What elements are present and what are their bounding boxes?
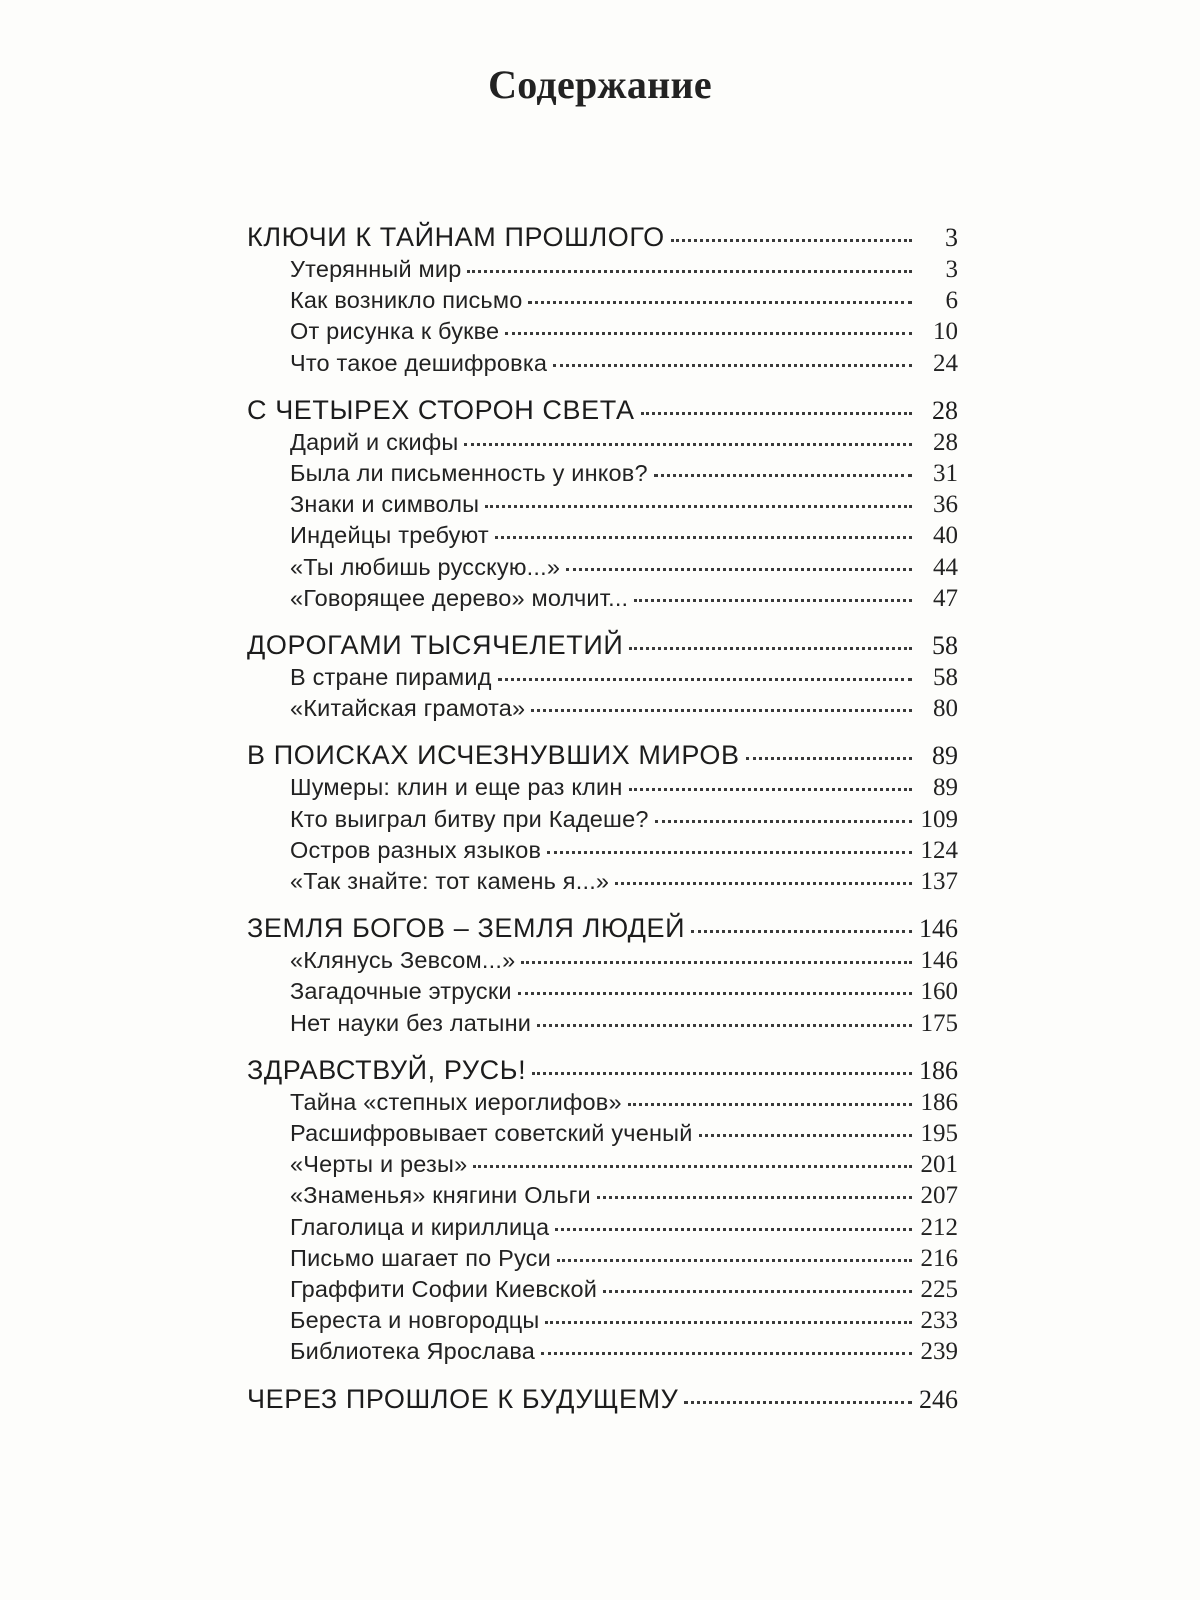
page-number: 195	[920, 1120, 958, 1148]
page-number: 40	[933, 522, 958, 550]
page-number: 233	[920, 1307, 958, 1335]
subsection-title: Береста и новгородцы	[290, 1307, 540, 1334]
subsection-title: «Черты и резы»	[290, 1151, 468, 1178]
subsection-title: Как возникло письмо	[290, 287, 523, 314]
subsection-entry	[247, 693, 958, 724]
page-number: 44	[933, 553, 958, 581]
dot-leader	[555, 1228, 912, 1231]
page-number: 89	[932, 741, 958, 771]
subsection-entry	[247, 1087, 958, 1118]
subsection-entry	[247, 945, 958, 976]
toc-section	[247, 739, 958, 897]
page-number: 124	[920, 836, 958, 864]
subsection-entry	[247, 489, 958, 520]
subsection-title: «Ты любишь русскую...»	[290, 553, 561, 580]
subsection-entry	[247, 1008, 958, 1039]
subsection-entry	[247, 1274, 958, 1305]
dot-leader	[671, 239, 912, 242]
chapter-title: В ПОИСКАХ ИСЧЕЗНУВШИХ МИРОВ	[247, 740, 740, 771]
subsection-title: «Клянусь Зевсом...»	[290, 947, 516, 974]
subsection-entry	[247, 772, 958, 803]
toc-section	[247, 1383, 958, 1416]
dot-leader	[629, 788, 913, 791]
page-number: 58	[933, 664, 958, 692]
subsection-entry	[247, 316, 958, 347]
page-number: 28	[932, 395, 958, 425]
chapter-title: ДОРОГАМИ ТЫСЯЧЕЛЕТИЙ	[247, 630, 624, 661]
subsection-entry	[247, 254, 958, 285]
toc-section	[247, 912, 958, 1039]
dot-leader	[532, 1072, 912, 1075]
page-number: 246	[919, 1384, 958, 1414]
toc-section	[247, 221, 958, 379]
chapter-title: С ЧЕТЫРЕХ СТОРОН СВЕТА	[247, 394, 635, 425]
subsection-title: Дарий и скифы	[290, 428, 459, 455]
subsection-entry	[247, 1118, 958, 1149]
page-number: 212	[920, 1213, 958, 1241]
chapter-title: ЗЕМЛЯ БОГОВ – ЗЕМЛЯ ЛЮДЕЙ	[247, 913, 686, 944]
page-number: 3	[945, 256, 958, 283]
page-number: 24	[933, 349, 958, 377]
chapter-entry	[247, 739, 958, 772]
table-of-contents	[247, 221, 958, 1416]
page-number: 216	[920, 1244, 958, 1272]
subsection-title: Глаголица и кириллица	[290, 1213, 550, 1240]
dot-leader	[691, 930, 912, 933]
subsection-title: «Говорящее дерево» молчит...	[290, 584, 629, 611]
dot-leader	[541, 1352, 912, 1355]
dot-leader	[654, 474, 912, 477]
subsection-title: Библиотека Ярослава	[290, 1338, 536, 1365]
subsection-title: Утерянный мир	[290, 256, 462, 282]
page-number: 36	[933, 491, 958, 519]
page-number: 239	[920, 1338, 958, 1366]
subsection-title: Была ли письменность у инков?	[290, 460, 648, 487]
subsection-title: Знаки и символы	[290, 491, 480, 518]
dot-leader	[521, 961, 912, 964]
dot-leader	[655, 820, 912, 823]
dot-leader	[528, 301, 912, 304]
page-number: 109	[920, 805, 958, 833]
dot-leader	[537, 1024, 912, 1027]
page-number: 47	[933, 584, 958, 612]
subsection-title: Письмо шагает по Руси	[290, 1244, 551, 1271]
dot-leader	[557, 1259, 912, 1262]
chapter-entry	[247, 1383, 958, 1416]
subsection-entry	[247, 348, 958, 379]
subsection-title: Кто выиграл битву при Кадеше?	[290, 805, 649, 832]
subsection-entry	[247, 804, 958, 835]
dot-leader	[505, 332, 912, 335]
subsection-entry	[247, 1180, 958, 1211]
subsection-entry	[247, 1212, 958, 1243]
chapter-title: ЧЕРЕЗ ПРОШЛОЕ К БУДУЩЕМУ	[247, 1383, 679, 1414]
dot-leader	[615, 882, 912, 885]
chapter-entry	[247, 912, 958, 945]
chapter-entry	[247, 394, 958, 427]
page-number: 225	[920, 1276, 958, 1304]
subsection-title: «Знаменья» княгини Ольги	[290, 1182, 591, 1209]
page-number: 3	[945, 223, 958, 252]
page-title: Содержание	[488, 62, 712, 107]
dot-leader	[464, 443, 912, 446]
chapter-title: ЗДРАВСТВУЙ, РУСЬ!	[247, 1054, 527, 1085]
dot-leader	[629, 647, 912, 650]
dot-leader	[553, 364, 912, 367]
subsection-entry	[247, 285, 958, 316]
subsection-entry	[247, 866, 958, 897]
dot-leader	[467, 270, 912, 273]
page-number: 137	[920, 868, 958, 896]
subsection-entry	[247, 1149, 958, 1180]
subsection-entry	[247, 583, 958, 614]
dot-leader	[545, 1321, 912, 1324]
dot-leader	[547, 851, 912, 854]
subsection-entry	[247, 976, 958, 1007]
subsection-entry	[247, 1336, 958, 1367]
page-number: 175	[920, 1009, 958, 1037]
page-number: 146	[919, 914, 958, 944]
dot-leader	[518, 992, 912, 995]
subsection-entry	[247, 662, 958, 693]
dot-leader	[597, 1196, 912, 1199]
page-number: 58	[932, 631, 958, 661]
page-number: 207	[920, 1182, 958, 1210]
page-number: 6	[945, 287, 958, 315]
page-number: 80	[933, 695, 958, 723]
subsection-entry	[247, 458, 958, 489]
page-number: 89	[933, 774, 958, 802]
chapter-title: КЛЮЧИ К ТАЙНАМ ПРОШЛОГО	[247, 222, 665, 252]
chapter-entry	[247, 629, 958, 662]
page-number: 201	[920, 1151, 958, 1179]
page-number: 28	[933, 428, 958, 456]
toc-section	[247, 629, 958, 724]
dot-leader	[603, 1290, 912, 1293]
dot-leader	[684, 1401, 912, 1404]
dot-leader	[473, 1165, 912, 1168]
subsection-title: «Китайская грамота»	[290, 695, 526, 722]
subsection-title: Индейцы требуют	[290, 522, 489, 549]
dot-leader	[498, 678, 912, 681]
toc-section	[247, 394, 958, 614]
subsection-title: Что такое дешифровка	[290, 349, 548, 376]
dot-leader	[699, 1134, 912, 1137]
dot-leader	[634, 599, 912, 602]
page-number: 186	[920, 1088, 958, 1116]
dot-leader	[485, 505, 912, 508]
subsection-title: От рисунка к букве	[290, 318, 500, 345]
subsection-entry	[247, 520, 958, 551]
page-number: 186	[919, 1055, 958, 1085]
subsection-title: Нет науки без латыни	[290, 1009, 532, 1036]
chapter-entry	[247, 1054, 958, 1087]
subsection-title: Остров разных языков	[290, 836, 542, 863]
chapter-entry	[247, 221, 958, 254]
subsection-title: Граффити Софии Киевской	[290, 1276, 598, 1303]
page-number: 10	[933, 318, 958, 346]
dot-leader	[495, 536, 912, 539]
subsection-entry	[247, 427, 958, 458]
dot-leader	[746, 757, 912, 760]
subsection-title: В стране пирамид	[290, 664, 492, 691]
dot-leader	[566, 568, 912, 571]
subsection-title: Загадочные этруски	[290, 978, 512, 1005]
dot-leader	[628, 1103, 912, 1106]
dot-leader	[641, 412, 912, 415]
page-number: 160	[920, 978, 958, 1006]
subsection-title: «Так знайте: тот камень я...»	[290, 868, 610, 895]
subsection-title: Расшифровывает советский ученый	[290, 1120, 693, 1147]
toc-section	[247, 1054, 958, 1368]
page-number: 31	[933, 460, 958, 488]
dot-leader	[531, 709, 912, 712]
subsection-entry	[247, 552, 958, 583]
page-number: 146	[920, 947, 958, 975]
subsection-entry	[247, 1243, 958, 1274]
subsection-entry	[247, 1305, 958, 1336]
subsection-entry	[247, 835, 958, 866]
subsection-title: Тайна «степных иероглифов»	[290, 1088, 622, 1115]
subsection-title: Шумеры: клин и еще раз клин	[290, 774, 623, 801]
